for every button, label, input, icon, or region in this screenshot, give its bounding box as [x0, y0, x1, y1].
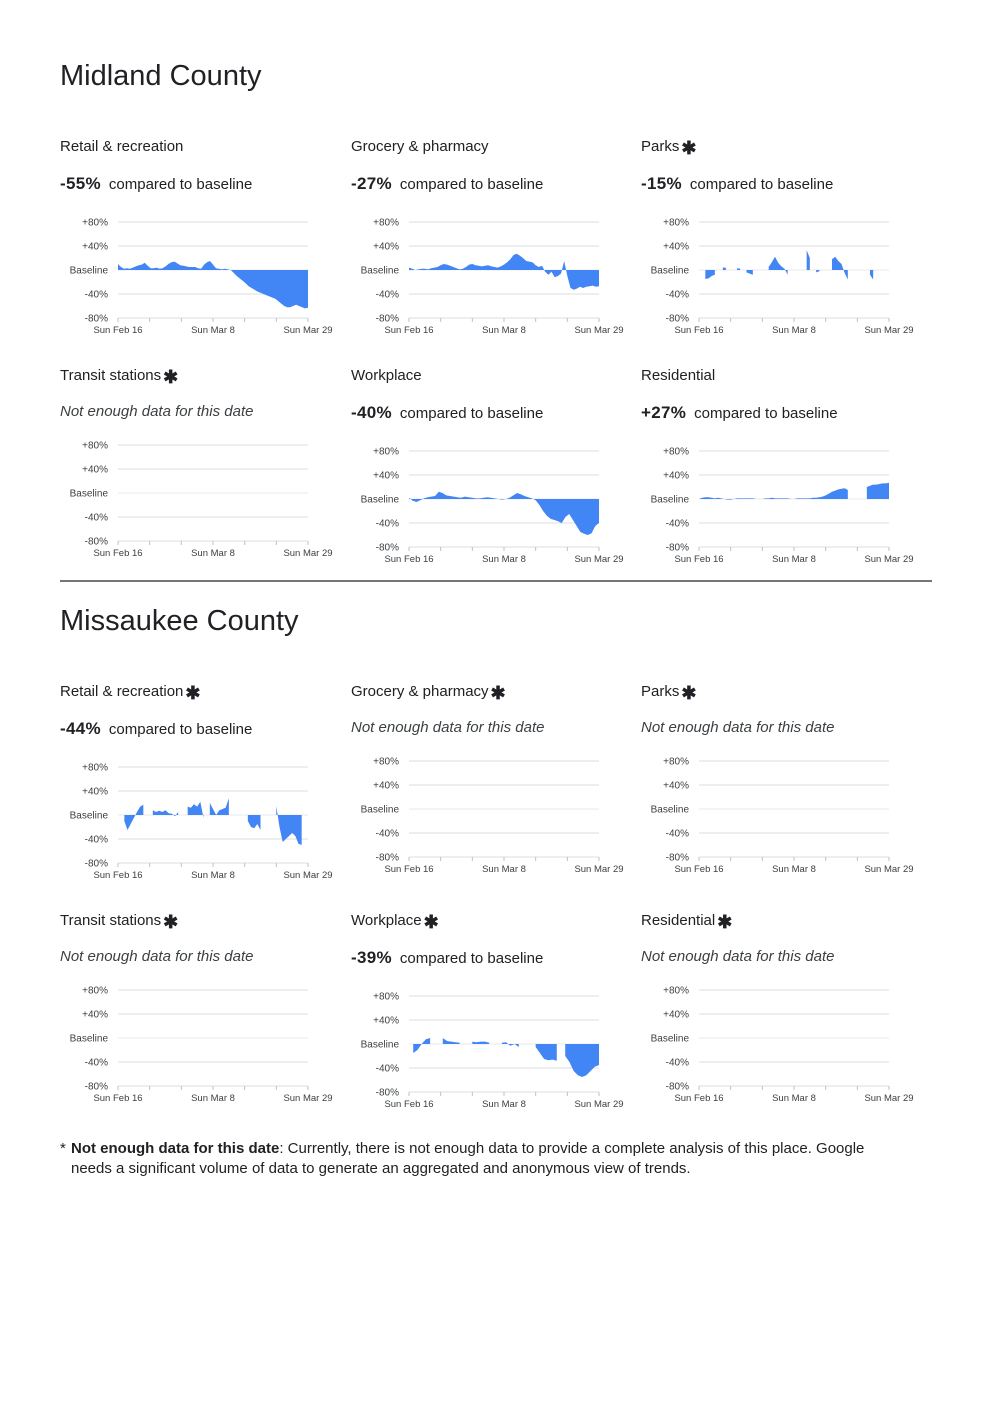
- x-tick-label: Sun Mar 29: [574, 325, 624, 336]
- panel-workplace: [351, 367, 641, 577]
- footnote-term: Not enough data for this date: [71, 1140, 280, 1157]
- data-area: [699, 488, 848, 499]
- x-tick-label: Sun Mar 8: [482, 864, 526, 875]
- data-area: [443, 1038, 460, 1044]
- x-tick-label: Sun Mar 8: [772, 554, 816, 565]
- trend-chart: [60, 759, 350, 881]
- category-text: Retail & recreation: [60, 138, 184, 155]
- data-area: [832, 257, 848, 280]
- panel-retail-recreation: [60, 683, 350, 893]
- no-data-message: Not enough data for this date: [641, 719, 835, 736]
- panel-residential: [641, 912, 931, 1122]
- data-area: [118, 261, 308, 308]
- y-tick-label: +80%: [373, 756, 399, 768]
- data-area: [807, 250, 810, 270]
- y-tick-label: Baseline: [69, 1033, 108, 1045]
- category-text: Grocery & pharmacy: [351, 138, 489, 155]
- trend-chart: [641, 753, 931, 875]
- category-text: Parks: [641, 683, 680, 700]
- x-tick-label: Sun Feb 16: [674, 1093, 724, 1104]
- y-tick-label: -40%: [84, 289, 108, 301]
- asterisk-icon: ✱: [163, 912, 179, 932]
- x-tick-label: Sun Feb 16: [93, 1093, 143, 1104]
- y-tick-label: -80%: [665, 542, 689, 554]
- category-label: [60, 683, 201, 704]
- metric-compared: compared to baseline: [399, 176, 544, 193]
- category-label: [641, 683, 696, 704]
- data-area: [769, 257, 788, 275]
- x-tick-label: Sun Mar 8: [772, 1093, 816, 1104]
- x-tick-label: Sun Feb 16: [93, 325, 143, 336]
- x-tick-label: Sun Feb 16: [384, 1099, 434, 1110]
- metric-compared: compared to baseline: [108, 721, 253, 738]
- category-label: [60, 138, 183, 155]
- asterisk-icon: ✱: [185, 683, 201, 703]
- data-area: [210, 798, 229, 815]
- y-tick-label: -40%: [665, 518, 689, 530]
- trend-chart: [641, 443, 931, 565]
- metric: [60, 719, 252, 739]
- category-label: [60, 367, 178, 388]
- data-area: [565, 1044, 599, 1077]
- category-text: Transit stations: [60, 912, 162, 929]
- no-data-message: Not enough data for this date: [60, 948, 254, 965]
- panel-parks: [641, 138, 931, 348]
- x-tick-label: Sun Feb 16: [93, 870, 143, 881]
- y-tick-label: +80%: [82, 440, 108, 452]
- metric-value: +27%: [641, 403, 687, 422]
- trend-chart: [641, 982, 931, 1104]
- y-tick-label: +80%: [373, 217, 399, 229]
- category-label: [351, 138, 489, 155]
- x-tick-label: Sun Mar 29: [574, 1099, 624, 1110]
- y-tick-label: +40%: [82, 464, 108, 476]
- x-tick-label: Sun Feb 16: [674, 554, 724, 565]
- x-tick-label: Sun Mar 8: [482, 1099, 526, 1110]
- data-area: [816, 270, 819, 272]
- y-tick-label: -80%: [84, 536, 108, 548]
- data-area: [409, 492, 599, 535]
- footnote-explanation: : Currently, there is not enough data to provide a complete analysis of this place. Google needs a significant volume of data to generate an aggregated and anonymous view of trends.: [71, 1140, 865, 1177]
- y-tick-label: -80%: [375, 313, 399, 325]
- asterisk-icon: ✱: [490, 683, 506, 703]
- trend-chart: [60, 982, 350, 1104]
- x-tick-label: Sun Mar 8: [772, 864, 816, 875]
- y-tick-label: -40%: [84, 834, 108, 846]
- x-tick-label: Sun Mar 8: [191, 325, 235, 336]
- data-area: [747, 270, 753, 275]
- category-label: [641, 912, 732, 933]
- y-tick-label: +40%: [663, 1009, 689, 1021]
- y-tick-label: -80%: [84, 1081, 108, 1093]
- y-tick-label: -80%: [84, 313, 108, 325]
- panel-retail-recreation: [60, 138, 350, 348]
- metric-compared: compared to baseline: [108, 176, 253, 193]
- x-tick-label: Sun Mar 8: [482, 325, 526, 336]
- county-title: Missaukee County: [60, 605, 299, 637]
- x-tick-label: Sun Mar 29: [283, 1093, 333, 1104]
- y-tick-label: Baseline: [360, 265, 399, 277]
- metric: [641, 403, 838, 423]
- y-tick-label: -40%: [84, 1057, 108, 1069]
- category-label: [351, 683, 506, 704]
- y-tick-label: Baseline: [69, 265, 108, 277]
- y-tick-label: -40%: [375, 1063, 399, 1075]
- panel-residential: [641, 367, 931, 577]
- x-tick-label: Sun Feb 16: [384, 325, 434, 336]
- data-area: [409, 254, 599, 290]
- category-label: [351, 367, 422, 384]
- y-tick-label: Baseline: [360, 1039, 399, 1051]
- y-tick-label: +80%: [663, 217, 689, 229]
- y-tick-label: Baseline: [360, 494, 399, 506]
- y-tick-label: -80%: [84, 858, 108, 870]
- section-divider: [60, 580, 932, 582]
- category-text: Residential: [641, 367, 716, 384]
- metric-compared: compared to baseline: [399, 950, 544, 967]
- y-tick-label: -40%: [375, 828, 399, 840]
- category-text: Transit stations: [60, 367, 162, 384]
- category-text: Grocery & pharmacy: [351, 683, 489, 700]
- y-tick-label: -40%: [84, 512, 108, 524]
- metric-value: -40%: [351, 403, 392, 422]
- y-tick-label: -80%: [375, 852, 399, 864]
- asterisk-icon: ✱: [681, 683, 697, 703]
- category-text: Parks: [641, 138, 680, 155]
- data-area: [502, 1042, 519, 1047]
- metric-compared: compared to baseline: [694, 405, 838, 422]
- data-area: [867, 483, 889, 499]
- y-tick-label: +80%: [373, 446, 399, 458]
- trend-chart: [351, 753, 641, 875]
- no-data-message: Not enough data for this date: [351, 719, 545, 736]
- no-data-message: Not enough data for this date: [60, 403, 254, 420]
- y-tick-label: +80%: [82, 985, 108, 997]
- metric: [351, 403, 543, 423]
- x-tick-label: Sun Mar 29: [283, 870, 333, 881]
- panel-workplace: [351, 912, 641, 1122]
- no-data-message: Not enough data for this date: [641, 948, 835, 965]
- y-tick-label: -40%: [665, 1057, 689, 1069]
- county-title: Midland County: [60, 60, 262, 92]
- data-area: [705, 270, 715, 279]
- category-text: Workplace: [351, 912, 422, 929]
- footnote-asterisk: *: [60, 1140, 66, 1157]
- y-tick-label: +80%: [82, 762, 108, 774]
- y-tick-label: -40%: [665, 289, 689, 301]
- y-tick-label: -80%: [375, 1087, 399, 1099]
- x-tick-label: Sun Mar 8: [191, 1093, 235, 1104]
- panel-transit-stations: [60, 367, 350, 577]
- y-tick-label: +40%: [82, 1009, 108, 1021]
- y-tick-label: -40%: [375, 289, 399, 301]
- panel-grocery-pharmacy: [351, 138, 641, 348]
- x-tick-label: Sun Mar 29: [864, 325, 914, 336]
- trend-chart: [351, 443, 641, 565]
- x-tick-label: Sun Feb 16: [93, 548, 143, 559]
- y-tick-label: -80%: [665, 1081, 689, 1093]
- y-tick-label: -80%: [665, 852, 689, 864]
- y-tick-label: -40%: [665, 828, 689, 840]
- data-area: [413, 1038, 430, 1053]
- category-label: [641, 367, 715, 384]
- x-tick-label: Sun Feb 16: [674, 864, 724, 875]
- data-area: [870, 270, 873, 280]
- category-text: Workplace: [351, 367, 422, 384]
- asterisk-icon: ✱: [681, 138, 697, 158]
- y-tick-label: +80%: [82, 217, 108, 229]
- x-tick-label: Sun Mar 29: [574, 864, 624, 875]
- y-tick-label: Baseline: [650, 494, 689, 506]
- x-tick-label: Sun Mar 8: [772, 325, 816, 336]
- y-tick-label: +80%: [373, 991, 399, 1003]
- y-tick-label: +80%: [663, 985, 689, 997]
- y-tick-label: Baseline: [69, 810, 108, 822]
- metric: [60, 174, 252, 194]
- y-tick-label: Baseline: [650, 1033, 689, 1045]
- data-area: [124, 805, 143, 830]
- x-tick-label: Sun Mar 8: [191, 870, 235, 881]
- y-tick-label: -80%: [665, 313, 689, 325]
- trend-chart: [60, 214, 350, 336]
- y-tick-label: +40%: [82, 241, 108, 253]
- y-tick-label: +40%: [373, 470, 399, 482]
- category-label: [60, 912, 178, 933]
- metric-compared: compared to baseline: [399, 405, 544, 422]
- data-area: [737, 268, 740, 270]
- x-tick-label: Sun Feb 16: [384, 864, 434, 875]
- x-tick-label: Sun Mar 8: [191, 548, 235, 559]
- metric: [641, 174, 833, 194]
- category-text: Residential: [641, 912, 716, 929]
- y-tick-label: +80%: [663, 756, 689, 768]
- x-tick-label: Sun Mar 29: [864, 554, 914, 565]
- asterisk-icon: ✱: [423, 912, 439, 932]
- x-tick-label: Sun Mar 8: [482, 554, 526, 565]
- x-tick-label: Sun Mar 29: [283, 325, 333, 336]
- y-tick-label: Baseline: [360, 804, 399, 816]
- trend-chart: [351, 988, 641, 1110]
- panel-grocery-pharmacy: [351, 683, 641, 893]
- asterisk-icon: ✱: [163, 367, 179, 387]
- y-tick-label: +40%: [663, 470, 689, 482]
- y-tick-label: +80%: [663, 446, 689, 458]
- y-tick-label: +40%: [373, 780, 399, 792]
- metric: [351, 948, 543, 968]
- trend-chart: [60, 437, 350, 559]
- y-tick-label: +40%: [373, 1015, 399, 1027]
- category-label: [351, 912, 439, 933]
- metric-value: -55%: [60, 174, 101, 193]
- y-tick-label: Baseline: [650, 804, 689, 816]
- y-tick-label: +40%: [82, 786, 108, 798]
- x-tick-label: Sun Feb 16: [384, 554, 434, 565]
- metric-value: -15%: [641, 174, 682, 193]
- y-tick-label: +40%: [373, 241, 399, 253]
- y-tick-label: +40%: [663, 241, 689, 253]
- x-tick-label: Sun Mar 29: [864, 864, 914, 875]
- y-tick-label: +40%: [663, 780, 689, 792]
- x-tick-label: Sun Mar 29: [283, 548, 333, 559]
- metric-value: -27%: [351, 174, 392, 193]
- metric-value: -44%: [60, 719, 101, 738]
- metric: [351, 174, 543, 194]
- y-tick-label: -80%: [375, 542, 399, 554]
- x-tick-label: Sun Mar 29: [574, 554, 624, 565]
- data-area: [248, 815, 261, 830]
- metric-compared: compared to baseline: [689, 176, 834, 193]
- category-label: [641, 138, 696, 159]
- metric-value: -39%: [351, 948, 392, 967]
- panel-transit-stations: [60, 912, 350, 1122]
- trend-chart: [351, 214, 641, 336]
- data-area: [472, 1042, 489, 1044]
- panel-parks: [641, 683, 931, 893]
- y-tick-label: Baseline: [650, 265, 689, 277]
- x-tick-label: Sun Mar 29: [864, 1093, 914, 1104]
- data-area: [723, 268, 726, 270]
- trend-chart: [641, 214, 931, 336]
- category-text: Retail & recreation: [60, 683, 184, 700]
- x-tick-label: Sun Feb 16: [674, 325, 724, 336]
- data-area: [536, 1044, 557, 1061]
- y-tick-label: -40%: [375, 518, 399, 530]
- footnote-text: [71, 1139, 901, 1179]
- asterisk-icon: ✱: [717, 912, 733, 932]
- data-area: [188, 802, 204, 818]
- y-tick-label: Baseline: [69, 488, 108, 500]
